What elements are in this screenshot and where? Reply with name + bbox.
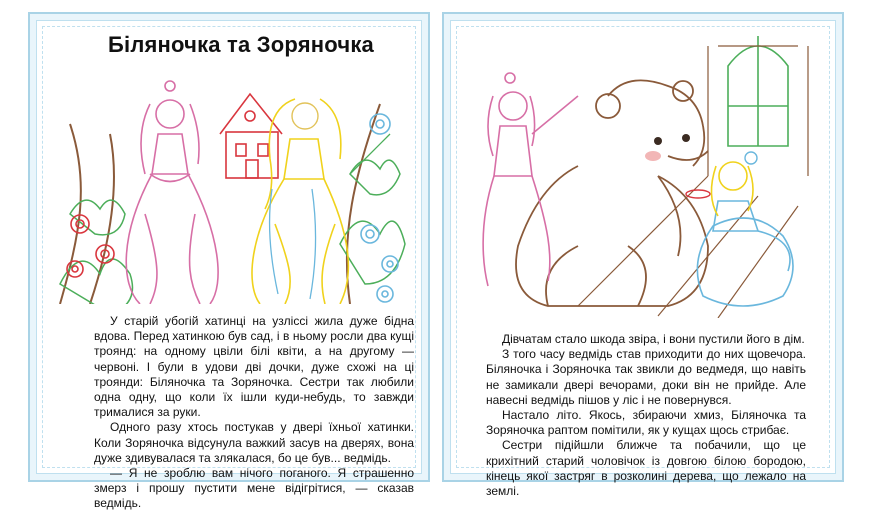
page-title: Біляночка та Зоряночка: [108, 32, 374, 57]
paragraph: З того часу ведмідь став приходити до них щовечора. Біляночка і Зоряночка так звикли до ведмедя, що навіть не замикали двері вечорами, доки він не прийде. Але навесні ведмідь пішов у ліс і не повернувся.: [486, 347, 806, 407]
paragraph: Одного разу хтось постукав у двері їхньої хатинки. Коли Зоряночка відсунула важкий засув на дверях, вона дуже здивувалася та злякалася, бо це був... ведмідь.: [94, 420, 414, 465]
left-page: [28, 12, 430, 511]
paragraph: — Я не зроблю вам нічого поганого. Я страшенно змерз і прошу пустити мене відігрітися, — сказав ведмідь.: [94, 466, 414, 511]
illustration-bear-sisters: [458, 26, 826, 318]
bear-drawing: [458, 26, 826, 318]
paragraph: У старій убогій хатинці на узліссі жила дуже бідна вдова. Перед хатинкою був сад, і в ньому росли два кущі троянд: на одному цвіли білі квіти, а на другому — червоні. І були в удови дві дочки, дуже схожі на ці троянди: Біляночка та Зоряночка. Сестри так любили одна одну, що коли їх ішли куди-небудь, то завжди трималися за руки.: [94, 314, 414, 420]
right-page-text: [486, 332, 806, 499]
left-page-text: [94, 314, 414, 512]
paragraph: Дівчатам стало шкода звіра, і вони пустили його в дім.: [502, 332, 805, 346]
right-page: [442, 12, 844, 499]
sisters-house-drawing: [50, 64, 408, 304]
illustration-sisters-house: [50, 64, 408, 304]
paragraph: Настало літо. Якось, збираючи хмиз, Біляночка та Зоряночка раптом помітили, як у кущах щось стрибає.: [486, 408, 806, 438]
paragraph: Сестри підійшли ближче та побачили, що це крихітний старий чоловічок із довгою білою бородою, кінець якої застряг в розколині дерева, що лежало на землі.: [486, 438, 806, 499]
